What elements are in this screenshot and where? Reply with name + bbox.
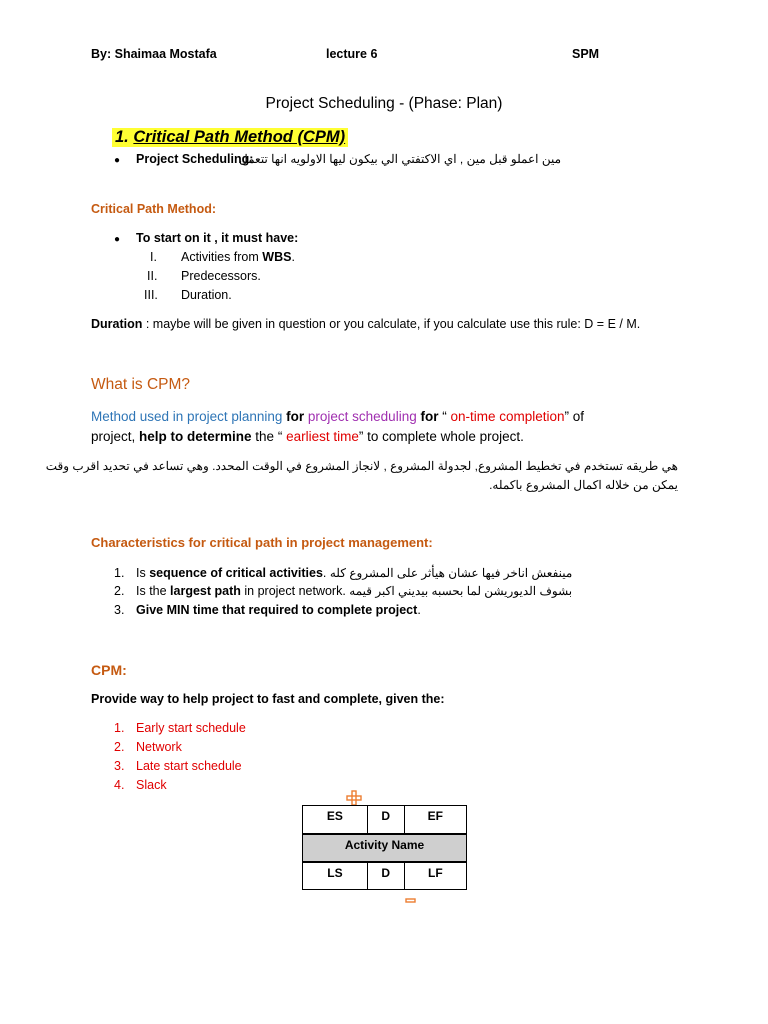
cpm-subheading: Critical Path Method:: [91, 202, 217, 216]
what-is-cpm-heading: What is CPM?: [91, 376, 191, 393]
char-item-3: Give MIN time that required to complete project.: [136, 603, 421, 617]
what-is-cpm-arabic-1: هي طريقه تستخدم في تخطيط المشروع, لجدولة المشروع , لانجاز المشروع في الوقت المحدد. وهي تساعد في تحديد اقرب وقت: [45, 459, 678, 473]
characteristics-heading: Characteristics for critical path in project management:: [91, 535, 433, 550]
char-num-3: 3.: [114, 603, 125, 617]
section-title: Critical Path Method (CPM): [133, 128, 346, 146]
es-cell: ES: [303, 806, 368, 834]
page-title: Project Scheduling - (Phase: Plan): [265, 95, 503, 112]
activity-name-cell: Activity Name: [303, 834, 467, 862]
lf-cell: LF: [404, 862, 466, 890]
cpm-item-late-start: Late start schedule: [136, 759, 242, 773]
start-requirements-label: To start on it , it must have:: [136, 231, 299, 245]
char-item-2: Is the largest path in project network. بشوف الديوريشن لما بحسبه بيديني اكبر قيمه: [136, 584, 573, 598]
add-handle-icon[interactable]: [346, 790, 362, 806]
activity-node-table: [302, 805, 467, 890]
what-is-cpm-line1: Method used in project planning for project scheduling for “ on-time completion” of: [91, 409, 585, 424]
ls-cell: LS: [303, 862, 368, 890]
cpm-item-early-start: Early start schedule: [136, 721, 246, 735]
cpm-item-network: Network: [136, 740, 182, 754]
ef-cell: EF: [404, 806, 466, 834]
req-item-duration: Duration.: [181, 288, 232, 302]
d-cell-top: D: [367, 806, 404, 834]
req-item-wbs: Activities from WBS.: [181, 250, 295, 264]
project-scheduling-label: Project Scheduling:: [136, 152, 254, 166]
lecture-label: lecture 6: [326, 47, 378, 61]
bullet-dot: ●: [114, 155, 121, 166]
char-num-2: 2.: [114, 584, 125, 598]
course-label: SPM: [572, 47, 600, 61]
d-cell-bottom: D: [367, 862, 404, 890]
cpm-heading: CPM:: [91, 662, 127, 678]
bullet-dot: ●: [114, 234, 121, 245]
req-item-predecessors: Predecessors.: [181, 269, 261, 283]
cpm-intro: Provide way to help project to fast and complete, given the:: [91, 692, 445, 706]
req-num-3: III.: [144, 288, 158, 302]
char-num-1: 1.: [114, 566, 125, 580]
section-number: 1.: [115, 128, 129, 146]
what-is-cpm-line2: project, help to determine the “ earliest time” to complete whole project.: [91, 429, 524, 444]
remove-handle-icon[interactable]: [405, 897, 417, 905]
cpm-num-3: 3.: [114, 759, 125, 773]
cpm-num-1: 1.: [114, 721, 125, 735]
duration-rule: Duration : maybe will be given in question or you calculate, if you calculate use this rule: D = E / M.: [91, 317, 641, 331]
cpm-num-2: 2.: [114, 740, 125, 754]
req-num-1: I.: [150, 250, 157, 264]
project-scheduling-arabic: مين اعملو قبل مين , اي الاكتفتي الي بيكون ليها الاولويه انها تتعمل: [239, 152, 561, 166]
author: By: Shaimaa Mostafa: [91, 47, 217, 61]
what-is-cpm-arabic-2: يمكن من خلاله اكمال المشروع باكمله.: [489, 478, 678, 492]
cpm-item-slack: Slack: [136, 778, 167, 792]
cpm-num-4: 4.: [114, 778, 125, 792]
req-num-2: II.: [147, 269, 158, 283]
section-heading-cpm: [112, 128, 348, 147]
char-item-1: Is sequence of critical activities. مينفعش اناخر فيها عشان هيأثر على المشروع كله: [136, 566, 573, 580]
